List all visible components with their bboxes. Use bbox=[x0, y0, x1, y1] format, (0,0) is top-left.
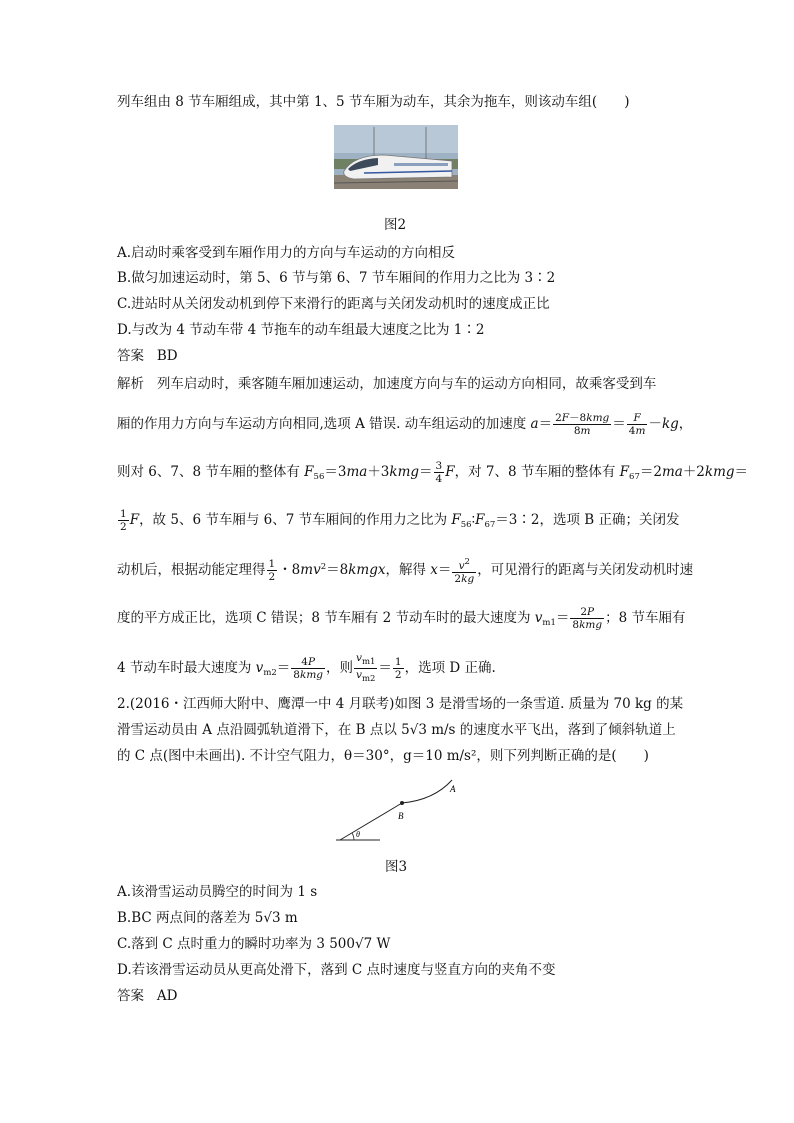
analysis-line-2: 厢的作用力方向与车运动方向相同,选项 A 错误. 动车组运动的加速度 a＝ $\frac{\text{2F－8kmg}}{8m}$ ＝ $\frac{F}{4m}$ －kg， bbox=[117, 412, 693, 437]
figure3-caption: 图3 bbox=[385, 859, 408, 875]
analysis-label: 解析 bbox=[117, 376, 144, 392]
q1-option-a: A.启动时乘客受到车厢作用力的方向与车运动的方向相反 bbox=[117, 245, 456, 261]
answer-value: BD bbox=[156, 348, 178, 364]
q1-option-c: C.进站时从关闭发动机到停下来滑行的距离与关闭发动机时的速度成正比 bbox=[117, 296, 550, 312]
q1-option-d: D.与改为 4 节动车带 4 节拖车的动车组最大速度之比为 1∶2 bbox=[117, 322, 485, 338]
answer-label: 答案 bbox=[117, 988, 144, 1004]
q1-answer-line bbox=[117, 346, 178, 366]
q2-option-a: A.该滑雪运动员腾空的时间为 1 s bbox=[117, 884, 318, 900]
analysis-line-7: 4 节动车时最大速度为 $v_{m2}=$ $\frac{4P}{\text{8kmg}}$ ，则 $\frac{v_{m1}}{v_{m2}}$ ＝ $\frac{1}{2}$ ，选项 D 正确. bbox=[117, 652, 496, 684]
analysis-line-5: 动机后，根据动能定理得 $\frac{1}{2}$ ・$8mv^2=8kmgx$，解得 x＝ $\frac{v^2}{2kg}$ ，可见滑行的距离与关闭发动机时速 bbox=[117, 557, 694, 585]
analysis-line-6: 度的平方成正比，选项 C 错误；8 节车厢有 2 节动车时的最大速度为 $v_{m1}=$ $\frac{2P}{\text{8kmg}}$ ；8 节车厢有 bbox=[117, 606, 686, 631]
q2-stem-line-1: 2.(2016・江西师大附中、鹰潭一中 4 月联考)如图 3 是滑雪场的一条雪道. 质量为 70 kg 的某 bbox=[117, 696, 684, 712]
analysis-line-4: $\frac{1}{2}$ F，故 5、6 节车厢与 6、7 节车厢间的作用力之比为 $F_{56}∶F_{67}=3∶2$，选项 B 正确；关闭发 bbox=[120, 508, 680, 533]
answer-label: 答案 bbox=[117, 348, 144, 364]
q2-option-c: C.落到 C 点时重力的瞬时功率为 3 500√7 W bbox=[117, 936, 391, 952]
q2-option-d: D.若该滑雪运动员从更高处滑下，落到 C 点时速度与竖直方向的夹角不变 bbox=[117, 962, 556, 978]
label-b: B bbox=[398, 811, 404, 821]
answer-value: AD bbox=[156, 988, 178, 1004]
q2-answer-line bbox=[117, 986, 177, 1006]
label-a: A bbox=[450, 784, 456, 794]
q1-option-b: B.做匀加速运动时，第 5、6 节与第 6、7 节车厢间的作用力之比为 3∶2 bbox=[117, 270, 556, 286]
q2-option-b: B.BC 两点间的落差为 5√3 m bbox=[117, 910, 298, 926]
figure2-caption: 图2 bbox=[384, 217, 407, 233]
label-theta: θ bbox=[356, 830, 360, 839]
analysis-line-3: 则对 6、7、8 节车厢的整体有 $F_{56}=3ma+3kmg=$ $\frac{3}{4}$ F，对 7、8 节车厢的整体有 $F_{67}=2ma+2kmg=$ bbox=[117, 460, 749, 485]
q1-stem: 列车组由 8 节车厢组成，其中第 1、5 节车厢为动车，其余为拖车，则该动车组( ) bbox=[117, 94, 630, 110]
q2-stem-line-3: 的 C 点(图中未画出). 不计空气阻力，θ＝30°，g＝10 m/s²，则下列判断正确的是( ) bbox=[117, 748, 649, 764]
q2-stem-line-2: 滑雪运动员由 A 点沿圆弧轨道滑下，在 B 点以 5√3 m/s 的速度水平飞出，落到了倾斜轨道上 bbox=[117, 722, 676, 738]
train-photo bbox=[334, 125, 458, 189]
figure3-diagram bbox=[334, 776, 474, 844]
analysis-line-1: 解析 列车启动时，乘客随车厢加速运动，加速度方向与车的运动方向相同，故乘客受到车 bbox=[117, 376, 657, 392]
